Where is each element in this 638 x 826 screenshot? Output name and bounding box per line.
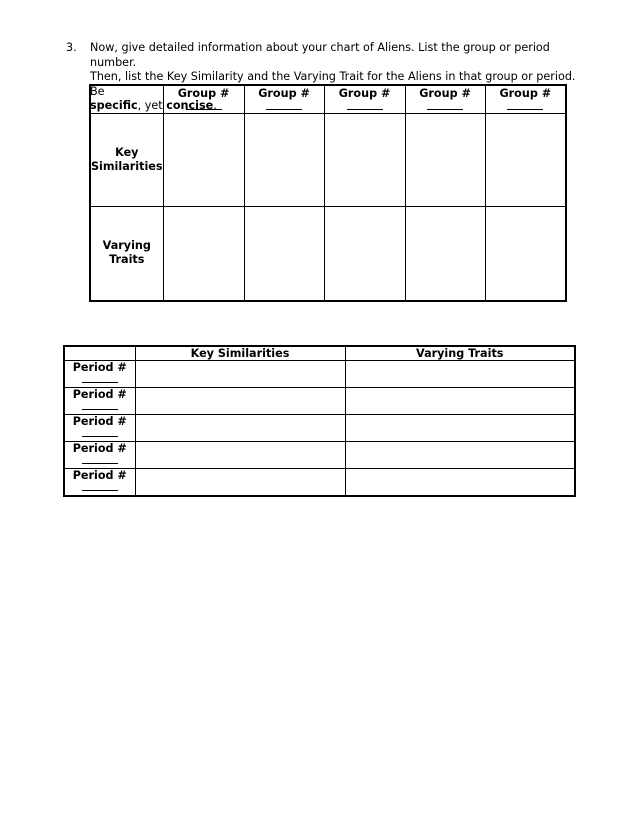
answer-cell[interactable] bbox=[135, 469, 345, 496]
period-row bbox=[64, 469, 575, 496]
answer-cell[interactable] bbox=[244, 207, 324, 301]
answer-cell[interactable] bbox=[485, 114, 566, 207]
row-label-line1: Key bbox=[115, 146, 139, 159]
row-label-line2: Traits bbox=[109, 253, 145, 267]
varying-traits-label bbox=[90, 207, 163, 301]
answer-cell[interactable] bbox=[244, 114, 324, 207]
group-label: Group # bbox=[499, 87, 552, 100]
answer-cell[interactable] bbox=[163, 114, 244, 207]
group-header-2 bbox=[244, 85, 324, 114]
period-table bbox=[63, 345, 576, 497]
row-label-line2: Similarities bbox=[91, 160, 163, 173]
group-number-blank[interactable] bbox=[427, 103, 463, 110]
period-row bbox=[64, 361, 575, 388]
period-row bbox=[64, 442, 575, 469]
period-label bbox=[64, 361, 135, 388]
answer-cell[interactable] bbox=[345, 469, 575, 496]
period-number-blank[interactable] bbox=[82, 403, 118, 410]
period-number-blank[interactable] bbox=[82, 376, 118, 383]
period-row bbox=[64, 415, 575, 442]
instruction-specific: specific bbox=[90, 99, 138, 113]
period-label bbox=[64, 415, 135, 442]
answer-cell[interactable] bbox=[163, 207, 244, 301]
period-label bbox=[64, 442, 135, 469]
period-text: Period # bbox=[72, 388, 127, 401]
period-label bbox=[64, 469, 135, 496]
period-number-blank[interactable] bbox=[82, 457, 118, 464]
question-number: 3. bbox=[66, 41, 77, 54]
group-label: Group # bbox=[258, 87, 310, 100]
group-header-3 bbox=[324, 85, 405, 114]
answer-cell[interactable] bbox=[485, 207, 566, 301]
period-text: Period # bbox=[72, 361, 127, 374]
period-number-blank[interactable] bbox=[82, 430, 118, 437]
key-similarities-header: Key Similarities bbox=[135, 346, 345, 361]
answer-cell[interactable] bbox=[324, 114, 405, 207]
period-header-row bbox=[64, 346, 575, 361]
answer-cell[interactable] bbox=[324, 207, 405, 301]
instruction-concise: concise bbox=[166, 99, 214, 113]
group-number-blank[interactable] bbox=[266, 103, 302, 110]
period-corner-cell bbox=[64, 346, 135, 361]
row-label-line1: Varying bbox=[102, 239, 151, 253]
period-text: Period # bbox=[72, 442, 127, 455]
period-text: Period # bbox=[72, 415, 127, 428]
group-header-4 bbox=[405, 85, 485, 114]
answer-cell[interactable] bbox=[405, 114, 485, 207]
answer-cell[interactable] bbox=[135, 442, 345, 469]
period-text: Period # bbox=[72, 469, 127, 482]
group-label: Group # bbox=[338, 87, 391, 100]
answer-cell[interactable] bbox=[135, 415, 345, 442]
instruction-yet: , yet bbox=[137, 99, 167, 113]
answer-cell[interactable] bbox=[135, 361, 345, 388]
group-header-5 bbox=[485, 85, 566, 114]
period-label bbox=[64, 388, 135, 415]
answer-cell[interactable] bbox=[345, 388, 575, 415]
answer-cell[interactable] bbox=[345, 361, 575, 388]
group-number-blank[interactable] bbox=[186, 103, 222, 110]
group-corner-cell bbox=[90, 85, 163, 114]
key-similarities-row bbox=[90, 114, 566, 207]
period-number-blank[interactable] bbox=[82, 484, 118, 491]
group-label: Group # bbox=[177, 87, 230, 100]
key-similarities-label bbox=[90, 114, 163, 207]
group-label: Group # bbox=[419, 87, 471, 100]
group-number-blank[interactable] bbox=[347, 103, 383, 110]
answer-cell[interactable] bbox=[345, 442, 575, 469]
answer-cell[interactable] bbox=[135, 388, 345, 415]
answer-cell[interactable] bbox=[405, 207, 485, 301]
instruction-line-1: Now, give detailed information about your chart of Aliens. List the group or period number. bbox=[90, 41, 550, 69]
instruction-period: . bbox=[213, 99, 217, 113]
instruction-line-2: Then, list the Key Similarity and the Varying Trait for the Aliens in that group or period. Be bbox=[90, 70, 576, 98]
group-header-row bbox=[90, 85, 566, 114]
varying-traits-header: Varying Traits bbox=[345, 346, 575, 361]
group-header-1 bbox=[163, 85, 244, 114]
varying-traits-row bbox=[90, 207, 566, 301]
answer-cell[interactable] bbox=[345, 415, 575, 442]
group-table bbox=[89, 84, 567, 302]
group-number-blank[interactable] bbox=[507, 103, 543, 110]
period-row bbox=[64, 388, 575, 415]
